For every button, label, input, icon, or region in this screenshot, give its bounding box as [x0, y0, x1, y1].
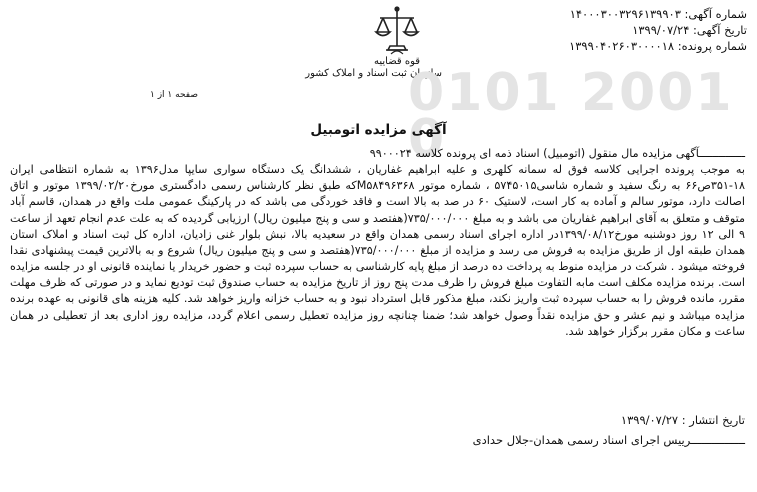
org-line-registration: سازمان ثبت اسناد و املاک کشور — [305, 68, 442, 79]
publish-date: تاریخ انتشار : ۱۳۹۹/۰۷/۲۷ — [620, 413, 745, 427]
notice-paragraph: به موجب پرونده اجرایی کلاسه فوق له سمانه کلهری و علیه ابراهیم غفاریان ، ششدانگ یک دستگاه سواری سایپا مدل۱۳۹۶ به شماره انتظامی ایران ۱۸-۳۵۱ص۶۶ به رنگ سفید و شماره شاسی۵۷۴۵۰۱۵ ، شماره موتور M۵۸۴۹۶۳۶۸که طبق نظر کارشناس رسمی دادگستری مورخ۱۳۹۹/۰۲/۲۰ موتور و اتاق اصالت دارد، موتور سالم و آماده به کار است، لاستیک ۶۰ در صد به بالا است و فاقد خوردگی می باشد که در پارکینگ عمومی ملت واقع در همدان، قاسم آباد متوقف و متعلق به آقای ابراهیم غفاریان می باشد و به مبلغ ۷۳۵/۰۰۰/۰۰۰(هفتصد و سی و پنج میلیون ریال) ارزیابی گردیده که به علت عدم انجام تعهد از ساعت ۹ الی ۱۲ روز دوشنبه مورخ۱۳۹۹/۰۸/۱۲در اداره اجرای اسناد رسمی همدان واقع در سعیدیه بالا، نبش بلوار غنی زادیان، اداره کل ثبت اسناد و املاک استان همدان طبقه اول از طریق مزایده به فروش می رسد و مزایده از مبلغ ۷۳۵/۰۰۰/۰۰۰(هفتصد و سی و پنج میلیون ریال) شروع و به بالاترین قیمت پیشنهادی نقدا فروخته میشود . شرکت در مزایده منوط به پرداخت ده درصد از مبلغ پایه کارشناسی به حساب سپرده ثبت و حضور خریدار یا نماینده قانونی او در جلسه مزایده است. برنده مزایده مکلف است مابه التفاوت مبلغ فروش را ظرف مدت پنج روز از تاریخ مزایده به حساب صندوق ثبت تودیع نماید و در صورتی که ظرف مهلت مقرر، مانده فروش را به حساب سپرده ثبت واریز نکند، مبلغ مذکور قابل استرداد نبود و به حساب خزانه واریز خواهد شد. کلیه هزینه های قانونی به عهده برنده مزایده میباشد و نیم عشر و حق مزایده نقداً وصول خواهد شد؛ ضمنا چنانچه روز مزایده تعطیل رسمی اعلام گردد، مزایده روز اداری بعد از تعطیلی در همان ساعت و مکان مقرر برگزار خواهد شد. — [10, 163, 745, 338]
ad-metadata — [569, 6, 747, 54]
signatory: ــــــــــــــــرییس اجرای اسناد رسمی همدان-جلال حدادی — [472, 433, 745, 447]
ad-date: تاریخ آگهی: ۱۳۹۹/۰۷/۲۴ — [632, 23, 747, 37]
notice-subject: ــــــــــــــآگهی مزایده مال منقول (اتومبیل) اسناد ذمه ای پرونده کلاسه ۹۹۰۰۰۲۴ — [369, 147, 745, 160]
watermark: 0101 2001 0 — [408, 63, 734, 169]
scales-of-justice-icon — [372, 4, 422, 56]
notice-body — [10, 146, 745, 340]
file-number: شماره پرونده: ۱۳۹۹۰۴۰۲۶۰۳۰۰۰۰۱۸ — [569, 39, 747, 53]
org-line-judiciary: قوه قضاییه — [373, 56, 421, 67]
page-title: آگهی مزایده اتومبیل — [310, 122, 447, 138]
page-number: صفحه ۱ از ۱ — [150, 90, 198, 100]
ad-number: شماره آگهی: ۱۴۰۰۰۳۰۰۳۲۹۶۱۳۹۹۰۳ — [569, 7, 747, 21]
